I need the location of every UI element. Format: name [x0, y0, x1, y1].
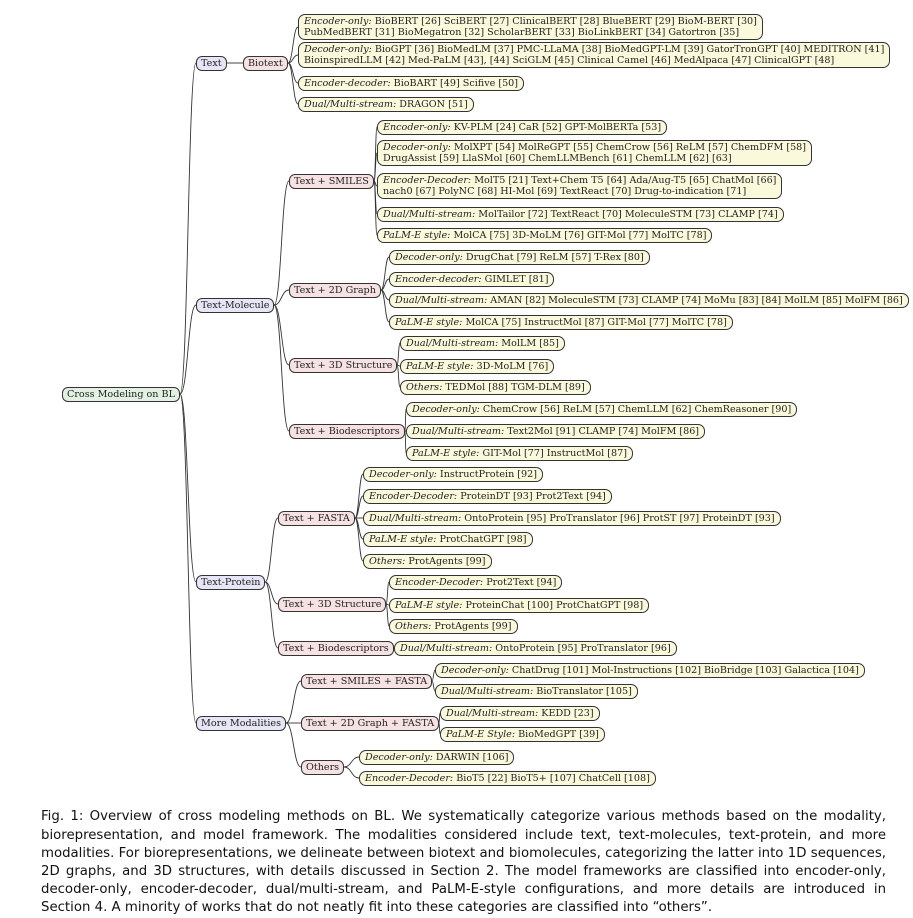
leaf-line	[365, 773, 650, 784]
edge-subcategory-to-leaf	[344, 767, 359, 778]
subcategory-biotext: Biotext	[243, 56, 288, 71]
leaf-dual-multi-stream	[440, 706, 600, 721]
architecture-label: PaLM-E style:	[369, 533, 437, 545]
leaf-encoder-decoder	[389, 575, 562, 590]
leaf-palm-e-style	[406, 446, 633, 461]
leaf-encoder-decoder	[389, 272, 554, 287]
leaf-line	[383, 142, 806, 153]
architecture-label: PaLM-E style:	[395, 316, 463, 328]
leaf-decoder-only	[389, 250, 650, 265]
leaf-dual-multi-stream	[406, 424, 705, 439]
methods-list: KV-PLM [24] CaR [52] GPT-MolBERTa [53]	[453, 121, 662, 133]
methods-list: DRAGON [51]	[399, 98, 468, 110]
subcategory-text-smiles-fasta: Text + SMILES + FASTA	[301, 674, 432, 689]
edge-category-to-subcategory	[274, 290, 289, 305]
leaf-line	[369, 491, 606, 502]
leaf-line	[395, 600, 643, 611]
category-text-molecule: Text-Molecule	[196, 298, 274, 313]
leaf-line	[400, 643, 671, 654]
edge-category-to-subcategory	[274, 181, 289, 305]
architecture-label: Decoder-only:	[365, 751, 433, 763]
edge-category-to-subcategory	[274, 305, 289, 365]
architecture-label: Encoder-decoder:	[304, 77, 391, 89]
architecture-label: Dual/Multi-stream:	[400, 642, 493, 654]
methods-list: MolT5 [21] Text+Chem T5 [64] Ada/Aug-T5 [65] ChatMol [66]	[474, 175, 777, 186]
leaf-decoder-only	[298, 42, 890, 68]
subcategory-text-3d-structure: Text + 3D Structure	[278, 597, 386, 612]
leaf-line	[304, 55, 884, 66]
methods-list: ProteinChat [100] ProtChatGPT [98]	[465, 599, 644, 611]
methods-list: TEDMol [88] TGM-DLM [89]	[445, 381, 585, 393]
leaf-decoder-only	[363, 467, 543, 482]
architecture-label: Encoder-Decoder:	[369, 490, 458, 502]
edge-subcategory-to-leaf	[344, 757, 359, 767]
edge-category-to-subcategory	[286, 681, 301, 723]
leaf-line	[304, 44, 884, 55]
leaf-encoder-decoder	[363, 489, 612, 504]
leaf-line	[412, 426, 699, 437]
leaf-encoder-only	[298, 14, 763, 40]
leaf-line	[446, 729, 599, 740]
subcategory-text-biodescriptors: Text + Biodescriptors	[289, 424, 405, 439]
leaf-line	[304, 16, 757, 27]
methods-list: MolXPT [54] MolReGPT [55] ChemCrow [56] ReLM [57] ChemDFM [58]	[453, 142, 807, 153]
subcategory-text-smiles: Text + SMILES	[289, 174, 374, 189]
architecture-label: Dual/Multi-stream:	[412, 425, 505, 437]
architecture-label: Decoder-only:	[395, 251, 463, 263]
methods-list: MolTailor [72] TextReact [70] MoleculeSTM [73] CLAMP [74]	[478, 208, 778, 220]
leaf-line	[383, 175, 776, 186]
architecture-label: Decoder-only:	[441, 664, 509, 676]
subcategory-text-fasta: Text + FASTA	[278, 511, 355, 526]
methods-list: Prot2Text [94]	[486, 576, 557, 588]
leaf-others	[363, 554, 492, 569]
root-node: Cross Modeling on BL	[62, 387, 180, 402]
methods-list: BioBERT [26] SciBERT [27] ClinicalBERT [28] BlueBERT [29] BioM-BERT [30]	[374, 16, 757, 27]
methods-list: BioTranslator [105]	[536, 685, 632, 697]
leaf-line	[395, 274, 548, 285]
leaf-palm-e-style	[377, 228, 712, 243]
leaf-palm-e-style	[389, 315, 733, 330]
leaf-line	[446, 708, 594, 719]
architecture-label: Decoder-only:	[412, 403, 480, 415]
leaf-line	[369, 534, 527, 545]
edge-subcategory-to-leaf	[288, 27, 298, 63]
methods-list: MolCA [75] 3D-MoLM [76] GIT-Mol [77] MolTC [78]	[453, 229, 707, 241]
architecture-label: Dual/Multi-stream:	[395, 294, 488, 306]
methods-list: GIT-Mol [77] InstructMol [87]	[482, 447, 627, 459]
architecture-label: Others:	[406, 381, 443, 393]
leaf-encoder-decoder	[298, 76, 524, 91]
edge-subcategory-to-leaf	[355, 474, 363, 518]
methods-list: OntoProtein [95] ProTranslator [96] ProtST [97] ProteinDT [93]	[464, 512, 775, 524]
edge-subcategory-to-leaf	[355, 518, 363, 561]
leaf-palm-e-style	[400, 359, 554, 374]
methods-list: ProteinDT [93] Prot2Text [94]	[460, 490, 606, 502]
leaf-line	[304, 27, 757, 38]
architecture-label: Encoder-Decoder:	[365, 772, 454, 784]
leaf-others	[389, 619, 518, 634]
architecture-label: Dual/Multi-stream:	[383, 208, 476, 220]
subcategory-text-biodescriptors: Text + Biodescriptors	[278, 641, 394, 656]
leaf-line	[412, 448, 627, 459]
methods-list: DrugChat [79] ReLM [57] T-Rex [80]	[465, 251, 644, 263]
leaf-dual-multi-stream	[389, 293, 909, 308]
leaf-line	[441, 686, 632, 697]
leaf-line	[395, 317, 727, 328]
methods-list: ChemCrow [56] ReLM [57] ChemLLM [62] ChemReasoner [90]	[482, 403, 792, 415]
methods-list: BioT5 [22] BioT5+ [107] ChatCell [108]	[456, 772, 650, 784]
methods-list: OntoProtein [95] ProTranslator [96]	[495, 642, 671, 654]
architecture-label: Decoder-only:	[383, 142, 451, 153]
edge-category-to-subcategory	[274, 305, 289, 431]
leaf-line	[383, 186, 776, 197]
architecture-label: Others:	[369, 555, 406, 567]
leaf-dual-multi-stream	[435, 684, 638, 699]
leaf-line	[406, 361, 548, 372]
leaf-line	[369, 513, 775, 524]
architecture-label: Encoder-Decoder:	[383, 175, 472, 186]
methods-list: nach0 [67] PolyNC [68] HI-Mol [69] TextReact [70] Drug-to-indication [71]	[383, 186, 747, 197]
methods-list: AMAN [82] MoleculeSTM [73] CLAMP [74] MoMu [83] [84] MolLM [85] MolFM [86]	[490, 294, 903, 306]
edge-root-to-category	[180, 394, 196, 723]
leaf-decoder-only	[359, 750, 514, 765]
methods-list: BioGPT [36] BioMedLM [37] PMC-LLaMA [38] BioMedGPT-LM [39] GatorTronGPT [40] MEDITRON [41]	[374, 44, 885, 55]
leaf-decoder-only	[406, 402, 797, 417]
architecture-label: Decoder-only:	[369, 468, 437, 480]
leaf-line	[383, 209, 778, 220]
leaf-palm-e-style	[440, 727, 605, 742]
leaf-line	[395, 295, 903, 306]
architecture-label: PaLM-E style:	[395, 599, 463, 611]
leaf-encoder-decoder	[377, 173, 782, 199]
figure-caption: Fig. 1: Overview of cross modeling methods on BL. We systematically categorize various methods based on the modality, biorepresentation, and model framework. The modalities considered include text, text-molecules, text-protein, and more modalities. For biorepresentations, we delineate between biotext and biomolecules, categorizing the latter into 1D sequences, 2D graphs, and 3D structures, with details discussed in Section 2. The model frameworks are classified into encoder-only, decoder-only, encoder-decoder, dual/multi-stream, and PaLM-E-style configurations, and more details are introduced in Section 4. A minority of works that do not neatly fit into these categories are classified into “others”.	[41, 809, 886, 916]
leaf-decoder-only	[377, 140, 812, 166]
architecture-label: Dual/Multi-stream:	[406, 337, 499, 349]
edge-root-to-category	[180, 63, 196, 394]
methods-list: GIMLET [81]	[484, 273, 549, 285]
leaf-line	[406, 338, 559, 349]
architecture-label: PaLM-E Style:	[446, 728, 516, 740]
category-text: Text	[196, 56, 227, 71]
category-more-modalities: More Modalities	[196, 716, 286, 731]
architecture-label: Decoder-only:	[304, 44, 372, 55]
methods-list: BioMedGPT [39]	[518, 728, 599, 740]
leaf-line	[441, 665, 859, 676]
methods-list: BioBART [49] Scifive [50]	[393, 77, 519, 89]
leaf-dual-multi-stream	[394, 641, 677, 656]
architecture-label: Encoder-only:	[304, 16, 372, 27]
leaf-encoder-only	[377, 120, 667, 135]
architecture-label: Encoder-decoder:	[395, 273, 482, 285]
leaf-line	[395, 252, 644, 263]
leaf-line	[304, 78, 518, 89]
architecture-label: PaLM-E style:	[383, 229, 451, 241]
architecture-label: Dual/Multi-stream:	[304, 98, 397, 110]
methods-list: ProtChatGPT [98]	[439, 533, 527, 545]
methods-list: ChatDrug [101] Mol-Instructions [102] BioBridge [103] Galactica [104]	[511, 664, 859, 676]
methods-list: BioinspiredLLM [42] Med-PaLM [43], [44] SciGLM [45] Clinical Camel [46] MedAlpaca [47] ClinicalGPT [48]	[304, 55, 835, 66]
leaf-line	[412, 404, 791, 415]
subcategory-text-2d-graph-fasta: Text + 2D Graph + FASTA	[301, 716, 439, 731]
methods-list: 3D-MoLM [76]	[476, 360, 549, 372]
leaf-dual-multi-stream	[400, 336, 565, 351]
leaf-line	[395, 577, 556, 588]
edge-category-to-subcategory	[265, 518, 278, 582]
architecture-label: Dual/Multi-stream:	[441, 685, 534, 697]
edge-category-to-subcategory	[286, 723, 301, 767]
leaf-palm-e-style	[389, 598, 649, 613]
leaf-line	[304, 99, 468, 110]
methods-list: DrugAssist [59] LlaSMol [60] ChemLLMBench [61] ChemLLM [62] [63]	[383, 153, 732, 164]
leaf-line	[365, 752, 508, 763]
leaf-dual-multi-stream	[298, 97, 474, 112]
architecture-label: Encoder-only:	[383, 121, 451, 133]
leaf-encoder-decoder	[359, 771, 656, 786]
leaf-dual-multi-stream	[363, 511, 781, 526]
architecture-label: Dual/Multi-stream:	[446, 707, 539, 719]
edge-subcategory-to-leaf	[288, 63, 298, 104]
leaf-palm-e-style	[363, 532, 533, 547]
architecture-label: Dual/Multi-stream:	[369, 512, 462, 524]
subcategory-others: Others	[301, 760, 344, 775]
leaf-line	[395, 621, 512, 632]
methods-list: DARWIN [106]	[435, 751, 509, 763]
methods-list: PubMedBERT [31] BioMegatron [32] ScholarBERT [33] BioLinkBERT [34] Gatortron [35]	[304, 27, 740, 38]
methods-list: ProtAgents [99]	[434, 620, 512, 632]
architecture-label: PaLM-E style:	[406, 360, 474, 372]
subcategory-text-3d-structure: Text + 3D Structure	[289, 358, 397, 373]
methods-list: Text2Mol [91] CLAMP [74] MolFM [86]	[507, 425, 700, 437]
methods-list: KEDD [23]	[541, 707, 594, 719]
methods-list: MolCA [75] InstructMol [87] GIT-Mol [77] MolTC [78]	[465, 316, 727, 328]
architecture-label: Encoder-Decoder:	[395, 576, 484, 588]
leaf-line	[383, 230, 706, 241]
leaf-decoder-only	[435, 663, 865, 678]
architecture-label: PaLM-E style:	[412, 447, 480, 459]
methods-list: ProtAgents [99]	[408, 555, 486, 567]
leaf-dual-multi-stream	[377, 207, 784, 222]
methods-list: MolLM [85]	[501, 337, 559, 349]
category-text-protein: Text-Protein	[196, 575, 265, 590]
subcategory-text-2d-graph: Text + 2D Graph	[289, 283, 381, 298]
leaf-line	[369, 556, 486, 567]
leaf-line	[406, 382, 585, 393]
methods-list: InstructProtein [92]	[439, 468, 537, 480]
leaf-line	[369, 469, 537, 480]
leaf-line	[383, 153, 806, 164]
leaf-line	[383, 122, 661, 133]
architecture-label: Others:	[395, 620, 432, 632]
leaf-others	[400, 380, 591, 395]
